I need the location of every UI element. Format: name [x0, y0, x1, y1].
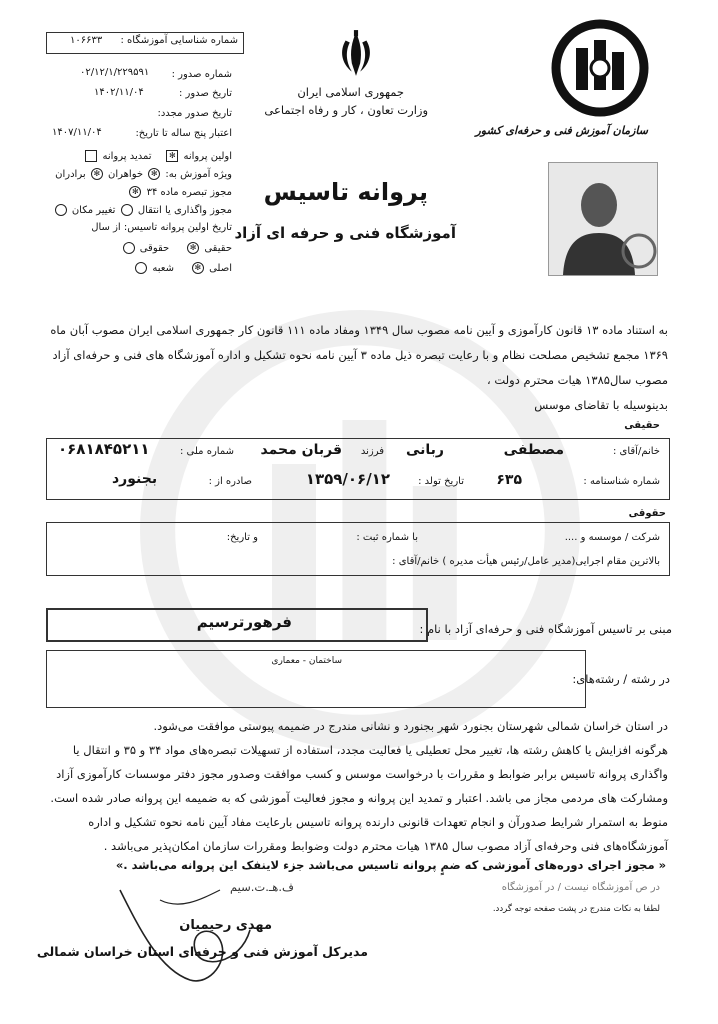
ceo-label: بالاترین مقام اجرایی(مدیر عامل/رئیس هیأت مدیره ) خانم/آقای :: [392, 556, 660, 567]
renew-license-label: تمدید پروانه: [102, 151, 152, 162]
footnote-text: لطفا به نکات مندرج در پشت صفحه توجه گردد.: [492, 904, 660, 914]
main-radio[interactable]: ✻: [192, 262, 204, 274]
father-label: فرزند: [360, 446, 384, 457]
national-id: ۰۶۸۱۸۴۵۲۱۱: [58, 440, 150, 458]
legal-real-radio[interactable]: ✻: [187, 242, 199, 254]
issue-date-value: ۱۴۰۲/۱۱/۰۴: [94, 87, 144, 98]
legal-section-label: حقوقی: [628, 508, 666, 519]
legal-legal-label: حقوقی: [139, 243, 170, 254]
tvto-logo: [550, 18, 650, 118]
body-line-4: ومشارکت های مردمی مجاز می باشد. اعتبار و تمدید این پروانه و مجوز فعالیت آموزشی که به ضمیمه این پروانه صادر شده است.: [50, 791, 668, 805]
issue-date-label: تاریخ صدور :: [178, 88, 232, 99]
transfer-radio[interactable]: [121, 204, 133, 216]
birth-label: تاریخ تولد :: [418, 476, 464, 487]
reg-no-label: با شماره ثبت :: [356, 532, 418, 543]
iran-emblem-icon: [333, 28, 379, 80]
main-label: اصلی: [209, 263, 232, 274]
body-line-3: واگذاری پروانه تاسیس برابر ضوابط و مقررات با درخواست موسس و کسب موافقت وصدور مجوز دفتر موسسات کارآموزی آزاد: [56, 767, 668, 781]
intro-line-4: بدینوسیله با تقاضای موسس: [534, 398, 668, 412]
change-place-radio[interactable]: [55, 204, 67, 216]
issue-no-value: ۰۲/۱۲/۱/۲۲۹۵۹۱: [80, 67, 150, 78]
legal-date-label: و تاریخ:: [226, 532, 258, 543]
branch-radio[interactable]: [135, 262, 147, 274]
validity-value: ۱۴۰۷/۱۱/۰۴: [52, 127, 102, 138]
school-name: فرهورترسیم: [196, 613, 292, 631]
body-line-6: آموزشگاه‌های فنی وحرفه‌ای آزاد مصوب سال ۱۳۸۵ هیات محترم دولت وضوابط ومقررات سازمان امکان‌پذیر می‌باشد .: [103, 839, 668, 853]
id-no-label: شماره شناسنامه :: [583, 476, 660, 487]
renew-license-checkbox[interactable]: [85, 150, 97, 162]
fields-label: در رشته / رشته‌های:: [572, 672, 670, 686]
fields-value: ساختمان - معماری: [271, 656, 342, 666]
first-license-row: [83, 150, 232, 162]
body-line-5: منوط به استمرار شرایط صدورآن و انجام تعهدات قانونی دارنده پروانه تاسیس بارعایت مفاد آیین نامه نحوه تشکیل و اداره: [88, 815, 668, 829]
last-name: ربانی: [406, 442, 444, 458]
org-name: سازمان آموزش فنی و حرفه‌ای کشور: [475, 124, 648, 137]
transfer-label: مجوز واگذاری یا انتقال: [137, 205, 232, 216]
issued-from: بجنورد: [112, 471, 158, 487]
body-paragraph: [48, 714, 668, 858]
birth-date: ۱۳۵۹/۰۶/۱۲: [305, 470, 390, 488]
signatory-title: مدیرکل آموزش فنی و حرفه‌ای استان خراسان شمالی: [36, 944, 368, 959]
gov-line1: جمهوری اسلامی ایران: [297, 85, 404, 99]
legal-real-label: حقیقی: [204, 243, 232, 254]
name-label: خانم/آقای :: [612, 446, 660, 457]
branch-label: شعبه: [152, 263, 174, 274]
intro-line-2: ۱۳۶۹ مجمع تشخیص مصلحت نظام و با رعایت تبصره ذیل ماده ۳ آیین نامه نحوه تشکیل و اداره آموزشگاه های فنی و حرفه‌ای آزاد: [52, 348, 668, 362]
brothers-radio[interactable]: ✻: [91, 168, 103, 180]
notice-text: « مجوز اجرای دوره‌های آموزشی که ضمٍ پروانه تاسیس می‌باشد جزء لاینفک این پروانه می‌باشد .»: [115, 858, 666, 872]
body-line-2: هرگونه افزایش یا کاهش رشته ها، تغییر محل تعطیلی یا فعالیت مجدد، استفاده از تسهیلات تبصره‌های مواد ۳۴ و ۳۵ و انتقال یا: [72, 743, 668, 757]
first-license-label: اولین پروانه: [183, 151, 232, 162]
intro-line-1: به استناد ماده ۱۳ قانون کارآموزی و آیین نامه مصوب سال ۱۳۴۹ ومفاد ماده ۱۱۱ قانون کار جمهوری اسلامی ایران مصوب آبان ماه: [50, 323, 668, 337]
brothers-label: برادران: [55, 169, 86, 180]
issue-no-label: شماره صدور :: [171, 69, 232, 80]
person-silhouette-icon: [549, 163, 657, 275]
footnote-faint: در ص آموزشگاه نیست / در آموزشگاه: [501, 882, 660, 893]
note34-row: [127, 186, 232, 198]
note34-radio[interactable]: ✻: [129, 186, 141, 198]
special-for-label: ویژه آموزش به:: [165, 169, 232, 180]
based-label: مبنی بر تاسیس آموزشگاه فنی و حرفه‌ای آزاد با نام :: [419, 622, 672, 636]
intro-paragraph: [48, 318, 668, 418]
applicant-photo: [548, 162, 658, 276]
main-branch-row: [133, 262, 232, 274]
transfer-row: [53, 204, 232, 216]
validity-label: اعتبار پنج ساله تا تاریخ:: [135, 128, 232, 139]
father-name: قربان محمد: [260, 442, 342, 458]
page-title: پروانه تاسیس: [263, 178, 428, 206]
intro-line-3: مصوب سال۱۳۸۵ هیات محترم دولت ،: [487, 373, 668, 387]
company-label: شرکت / موسسه و ....: [564, 532, 660, 543]
sisters-label: خواهران: [108, 169, 144, 180]
legal-legal-radio[interactable]: [123, 242, 135, 254]
sisters-radio[interactable]: ✻: [148, 168, 160, 180]
change-place-label: تغییر مکان: [71, 205, 116, 216]
real-section-label: حقیقی: [624, 420, 660, 431]
national-id-label: شماره ملی :: [179, 446, 234, 457]
school-id-label: شماره شناسایی آموزشگاه :: [120, 35, 238, 46]
first-date-label: تاریخ اولین پروانه تاسیس: از سال: [91, 222, 232, 233]
id-no: ۶۳۵: [496, 472, 522, 488]
gov-line2: وزارت تعاون ، کار و رفاه اجتماعی: [264, 103, 428, 117]
issued-from-label: صادره از :: [208, 476, 252, 487]
body-line-1: در استان خراسان شمالی شهرستان بجنورد شهر بجنورد و نشانی مندرج در ضمیمه پیوستی موافقت می‌شود.: [153, 719, 668, 733]
school-id-value: ۱۰۶۶۳۳: [70, 35, 103, 46]
special-for-row: [55, 168, 232, 180]
page-subtitle: آموزشگاه فنی و حرفه ای آزاد: [234, 224, 456, 242]
stamp-text: ف.هـ.ت.سیم: [230, 880, 294, 894]
reissue-date-label: تاریخ صدور مجدد:: [157, 108, 232, 119]
signatory-name: مهدی رحیمیان: [179, 918, 272, 933]
legal-person-box: [46, 522, 670, 576]
first-name: مصطفی: [503, 442, 564, 458]
first-license-checkbox[interactable]: ✻: [166, 150, 178, 162]
note34-label: مجوز تبصره ماده ۳۴: [146, 187, 232, 198]
legal-type-row: [121, 242, 232, 254]
